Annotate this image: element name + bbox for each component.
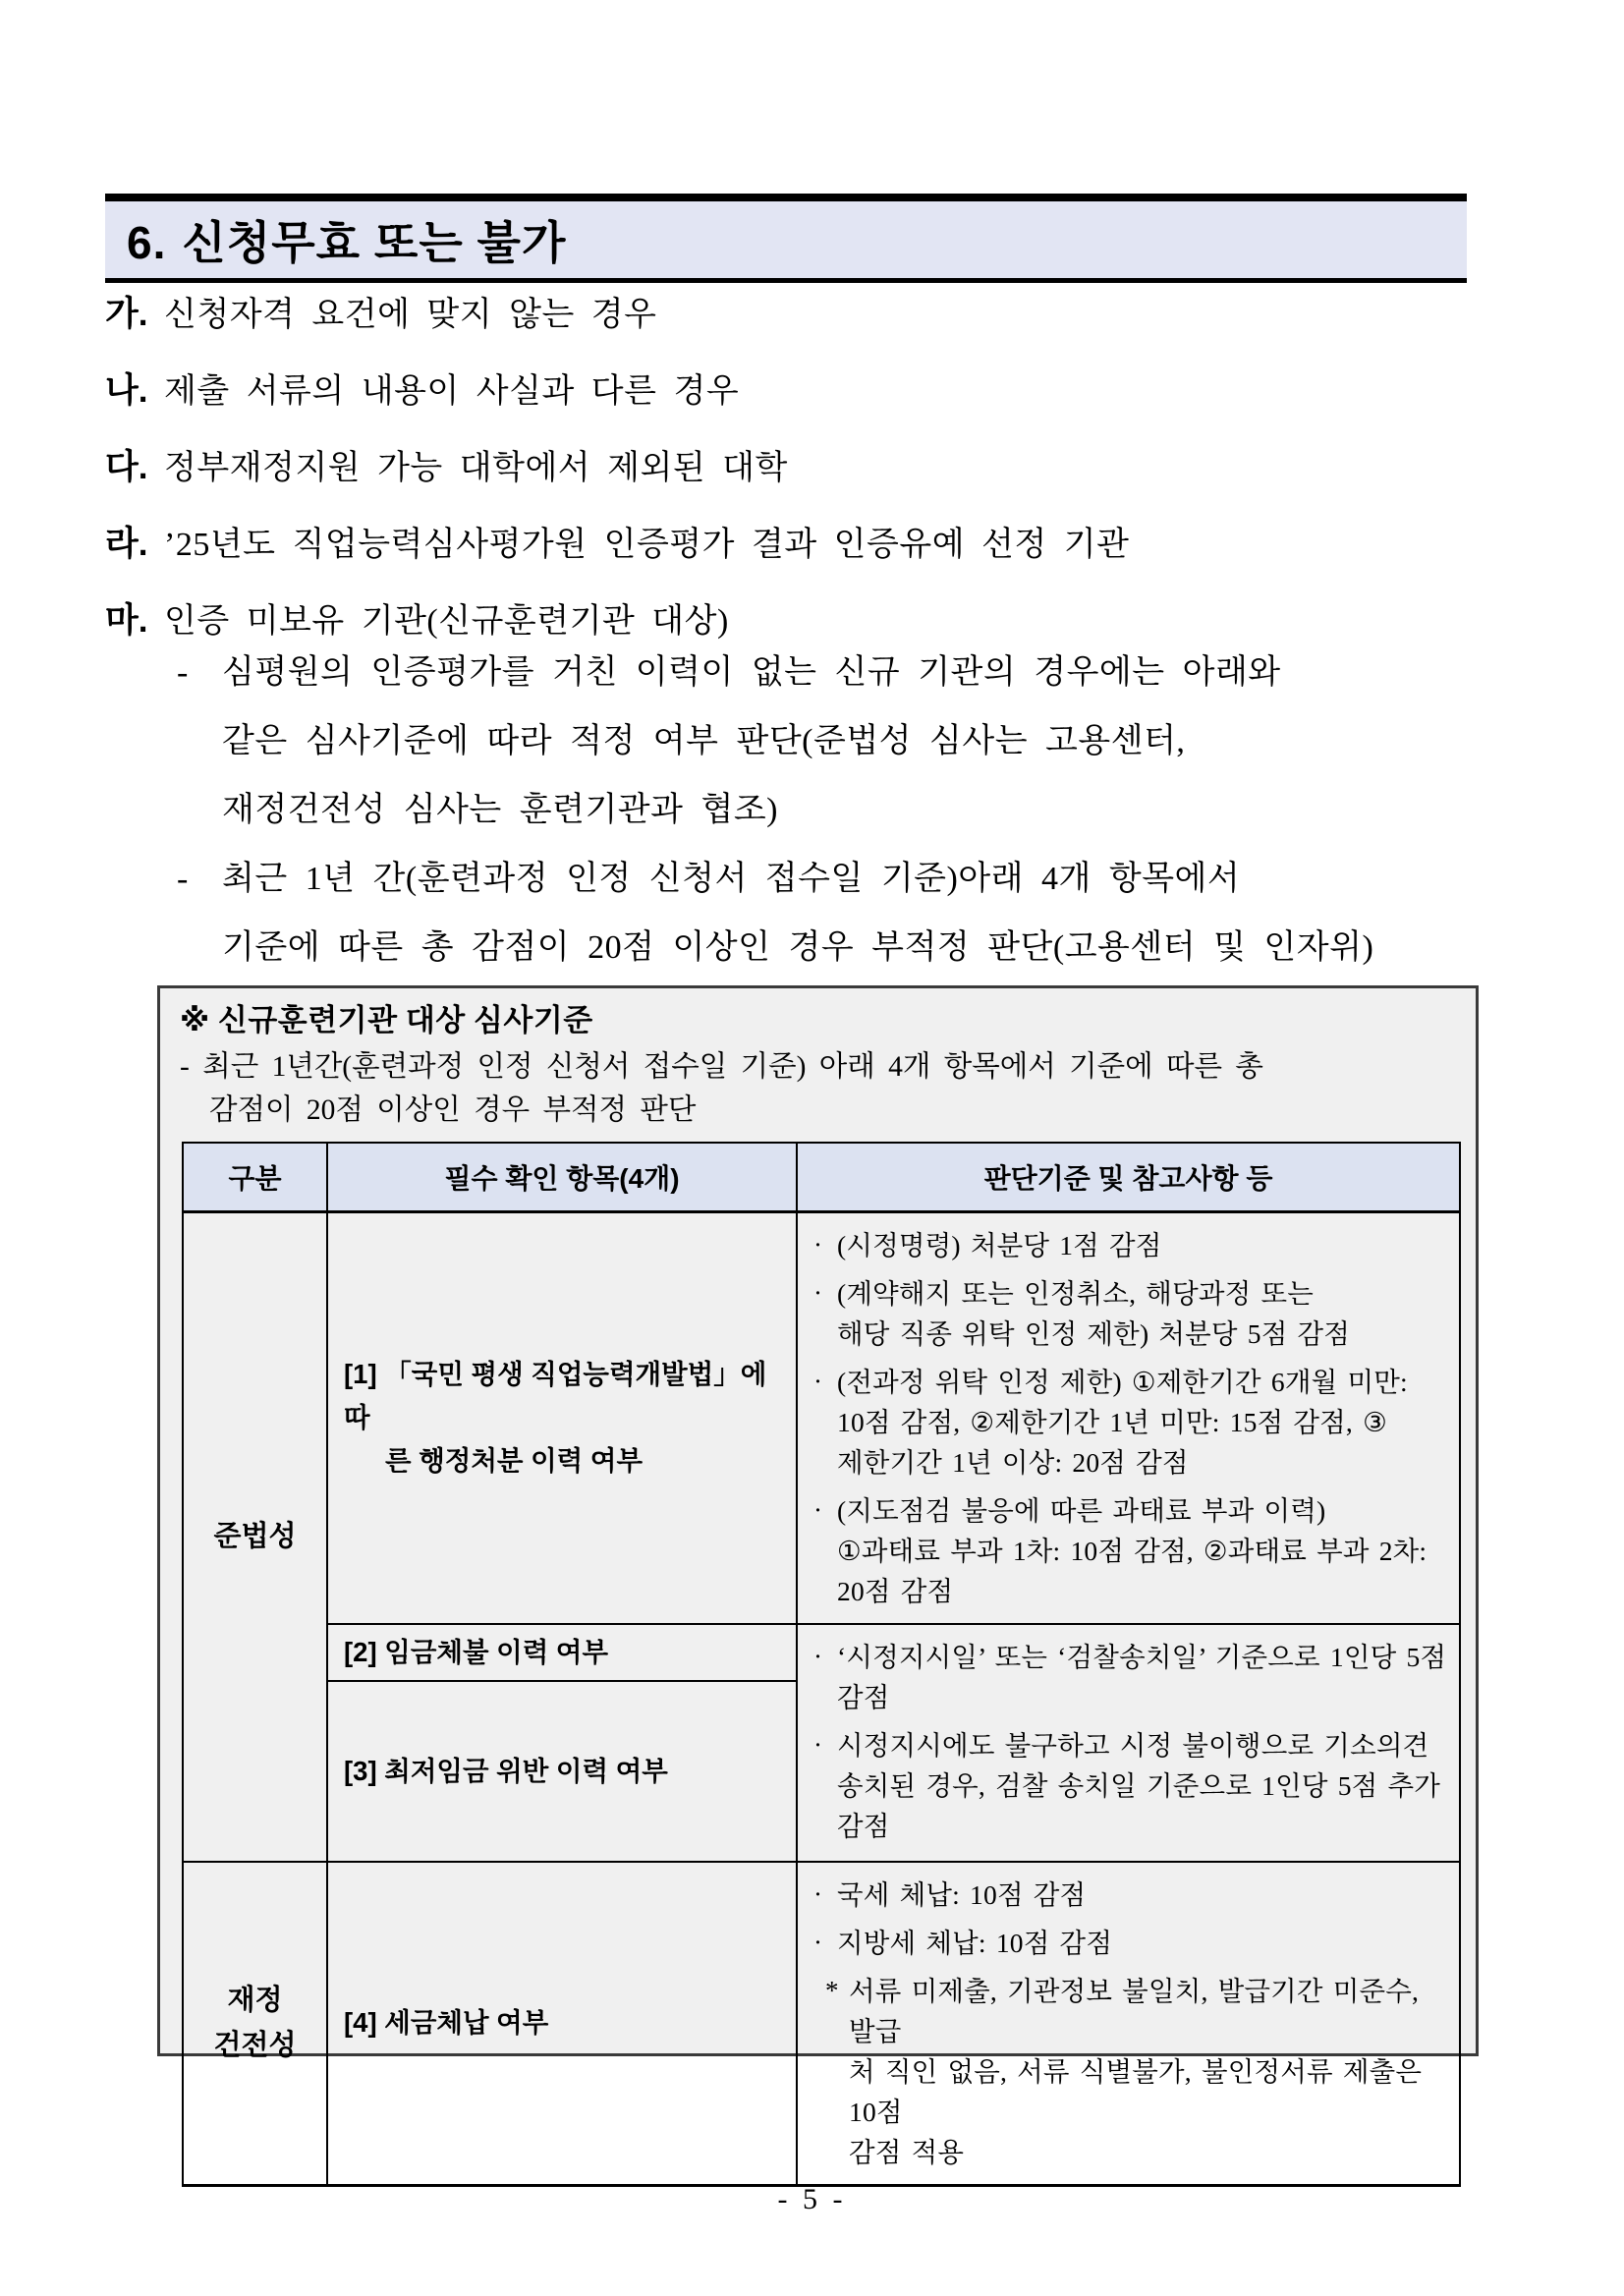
bullet-line: 시정지시에도 불구하고 시정 불이행으로 기소의견 — [837, 1729, 1429, 1761]
bullet-text — [837, 1725, 1447, 1846]
bullet-line: 국세 체납: 10점 감점 — [837, 1878, 1087, 1910]
standard-bullet — [813, 1273, 1447, 1354]
bullet-marker: · — [813, 1927, 822, 1957]
col-header-category: 구분 — [183, 1143, 327, 1211]
bullet-text — [837, 1490, 1447, 1611]
category-financial — [183, 1862, 327, 2186]
bullet-marker: · — [813, 1229, 822, 1260]
subnote-list — [177, 639, 1525, 982]
list-item-text: 정부재정지원 가능 대학에서 제외된 대학 — [164, 450, 788, 486]
bullet-marker: · — [813, 1277, 822, 1308]
subnote-line: 같은 심사기준에 따라 적정 여부 판단(준법성 심사는 고용센터, — [222, 723, 1186, 759]
table-header-row — [183, 1143, 1460, 1211]
check-item-line: [1] 「국민 평생 직업능력개발법」에 따 — [344, 1359, 767, 1432]
bullet-line: 감점 적용 — [849, 2136, 965, 2167]
subnote-text — [222, 845, 1525, 982]
subnote-line: 재정건전성 심사는 훈련기관과 협조) — [222, 792, 778, 828]
intro-line: - 최근 1년간(훈련과정 인정 신청서 접수일 기준) 아래 4개 항목에서 기준에 따른 총 — [180, 1051, 1263, 1083]
page-number: - 5 - — [777, 2183, 847, 2215]
subnote — [177, 639, 1525, 845]
bullet-line: 송치된 경우, 검찰 송치일 기준으로 1인당 5점 추가 — [837, 1769, 1441, 1801]
standards-cell-2-3 — [797, 1624, 1460, 1862]
bullet-text — [837, 1225, 1447, 1265]
list-item-text: ’25년도 직업능력심사평가원 인증평가 결과 인증유예 선정 기관 — [164, 527, 1130, 563]
col-header-items: 필수 확인 항목(4개) — [327, 1143, 797, 1211]
bullet-line: (전과정 위탁 인정 제한) ①제한기간 6개월 미만: — [837, 1366, 1408, 1397]
list-item-label: 나. — [105, 371, 148, 410]
check-item-1 — [327, 1211, 797, 1624]
criteria-box-title: ※ 신규훈련기관 대상 심사기준 — [180, 1003, 593, 1037]
standard-bullet — [813, 1923, 1447, 1963]
bullet-line: 처 직인 없음, 서류 식별불가, 불인정서류 제출은 10점 — [849, 2055, 1423, 2127]
category-compliance: 준법성 — [183, 1211, 327, 1862]
list-item-label: 다. — [105, 448, 148, 486]
reason-list — [105, 287, 1520, 670]
subnote-line: 심평원의 인증평가를 거친 이력이 없는 신규 기관의 경우에는 아래와 — [222, 654, 1281, 691]
list-item-label: 마. — [105, 601, 148, 640]
section-title-text: 신청무효 또는 불가 — [182, 217, 567, 268]
bullet-marker: · — [813, 1878, 822, 1909]
bullet-line: 서류 미제출, 기관정보 불일치, 발급기간 미준수, 발급 — [849, 1975, 1420, 2046]
table-row — [183, 1862, 1460, 2186]
criteria-table — [182, 1142, 1461, 2187]
subnote-line: 최근 1년 간(훈련과정 인정 신청서 접수일 기준)아래 4개 항목에서 — [222, 861, 1241, 897]
bullet-line: (지도점검 불응에 따른 과태료 부과 이력) — [837, 1494, 1326, 1526]
category-line: 재정 — [227, 1985, 283, 2016]
check-item-4: [4] 세금체납 여부 — [327, 1862, 797, 2186]
bullet-line: (시정명령) 처분당 1점 감점 — [837, 1229, 1162, 1260]
bullet-text — [837, 1273, 1447, 1354]
standard-bullet — [813, 1225, 1447, 1265]
bullet-text — [849, 1971, 1447, 2172]
standard-bullet — [813, 1875, 1447, 1915]
section-banner — [105, 194, 1467, 283]
list-item — [105, 364, 1520, 440]
subnote-line: 기준에 따른 총 감점이 20점 이상인 경우 부적정 판단(고용센터 및 인자위) — [222, 929, 1374, 966]
list-item-label: 라. — [105, 525, 148, 563]
bullet-text — [837, 1875, 1447, 1915]
bullet-line: 해당 직종 위탁 인정 제한) 처분당 5점 감점 — [837, 1317, 1351, 1349]
standard-bullet — [813, 1725, 1447, 1846]
check-item-line: 른 행정처분 이력 여부 — [385, 1445, 644, 1476]
list-item-label: 가. — [105, 295, 148, 333]
bullet-marker: · — [813, 1366, 822, 1396]
subnote-text — [222, 639, 1525, 845]
list-item — [105, 440, 1520, 517]
intro-line: 감점이 20점 이상인 경우 부적정 판단 — [209, 1094, 697, 1126]
list-item-text: 신청자격 요건에 맞지 않는 경우 — [164, 297, 657, 333]
bullet-line: 제한기간 1년 이상: 20점 감점 — [837, 1446, 1189, 1478]
list-item — [105, 287, 1520, 364]
bullet-line: (계약해지 또는 인정취소, 해당과정 또는 — [837, 1277, 1314, 1309]
check-item-2: [2] 임금체불 이력 여부 — [327, 1624, 797, 1681]
table-row — [183, 1624, 1460, 1681]
standards-cell-4 — [797, 1862, 1460, 2186]
bullet-marker: · — [813, 1729, 822, 1760]
criteria-box-intro — [180, 1045, 1456, 1132]
standard-bullet — [813, 1971, 1447, 2172]
list-item-text: 제출 서류의 내용이 사실과 다른 경우 — [164, 373, 740, 410]
table-row — [183, 1211, 1460, 1624]
dash-marker: - — [177, 654, 189, 691]
section-number: 6. — [127, 217, 167, 268]
bullet-line: 20점 감점 — [837, 1575, 954, 1606]
standard-bullet — [813, 1362, 1447, 1483]
bullet-marker: · — [813, 1641, 822, 1671]
bullet-text — [837, 1362, 1447, 1483]
list-item — [105, 517, 1520, 593]
bullet-line: ①과태료 부과 1차: 10점 감점, ②과태료 부과 2차: — [837, 1535, 1428, 1566]
check-item-3: [3] 최저임금 위반 이력 여부 — [327, 1681, 797, 1862]
subnote — [177, 845, 1525, 982]
bullet-marker: * — [825, 1975, 839, 2005]
list-item-text: 인증 미보유 기관(신규훈련기관 대상) — [164, 603, 729, 640]
category-line: 건전성 — [213, 2030, 297, 2061]
section-title — [127, 207, 566, 272]
bullet-line: 지방세 체납: 10점 감점 — [837, 1927, 1113, 1958]
bullet-text — [837, 1637, 1447, 1717]
dash-marker: - — [177, 861, 189, 897]
standard-bullet — [813, 1490, 1447, 1611]
standard-bullet — [813, 1637, 1447, 1717]
bullet-line: ‘시정지시일’ 또는 ‘검찰송치일’ 기준으로 1인당 5점 — [837, 1641, 1447, 1672]
bullet-line: 감점 — [837, 1810, 890, 1841]
bullet-text — [837, 1923, 1447, 1963]
bullet-line: 10점 감점, ②제한기간 1년 미만: 15점 감점, ③ — [837, 1406, 1387, 1437]
bullet-marker: · — [813, 1494, 822, 1525]
standards-cell-1 — [797, 1211, 1460, 1624]
bullet-line: 감점 — [837, 1681, 890, 1712]
col-header-standards: 판단기준 및 참고사항 등 — [797, 1143, 1460, 1211]
criteria-box — [157, 985, 1479, 2167]
